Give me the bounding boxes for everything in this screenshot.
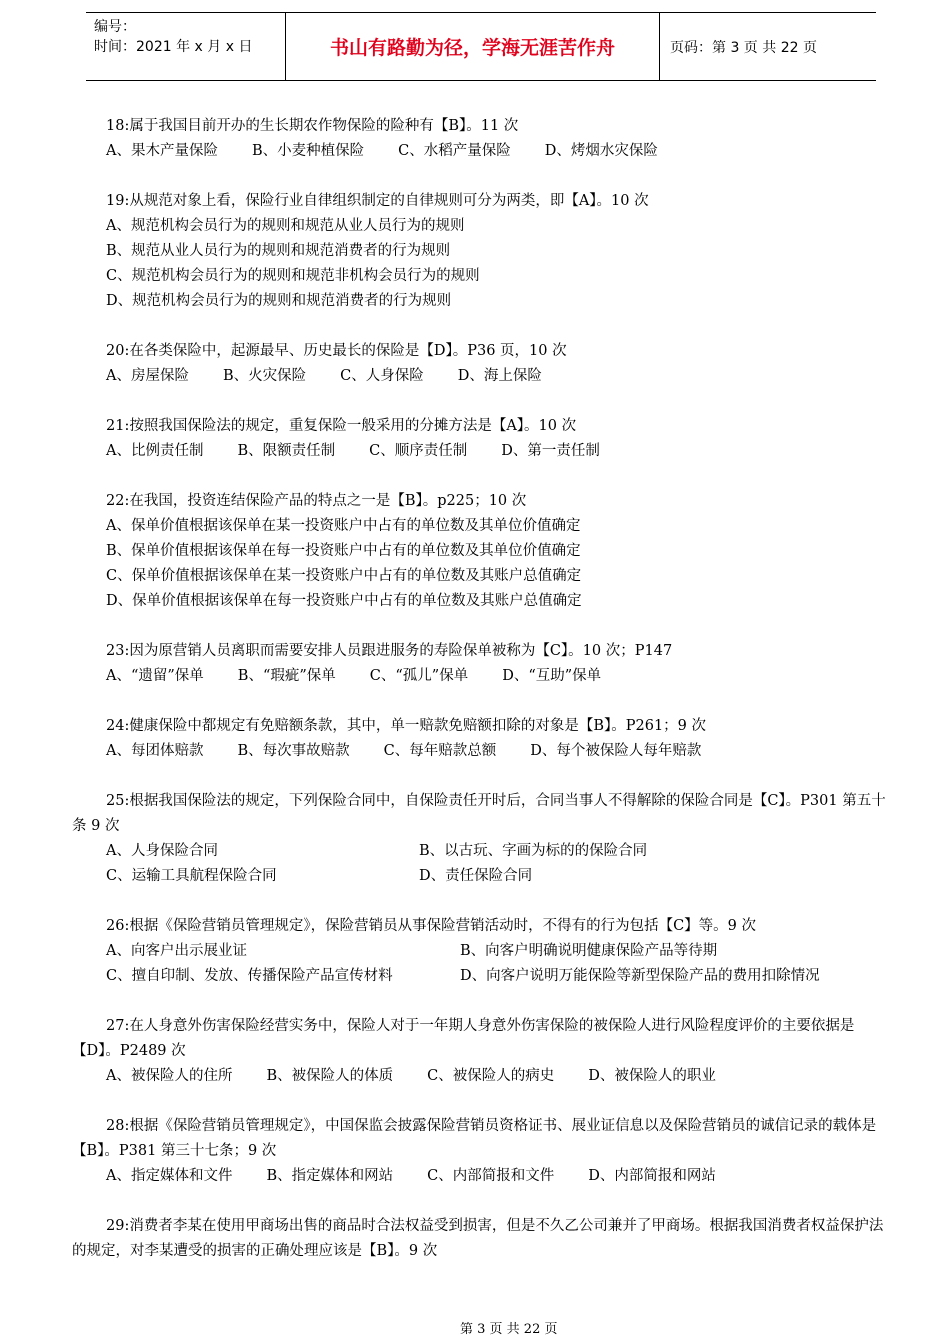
option-b: B、保单价值根据该保单在每一投资账户中占有的单位数及其单位价值确定 — [106, 543, 581, 559]
option-a: A、保单价值根据该保单在某一投资账户中占有的单位数及其单位价值确定 — [106, 518, 581, 534]
option-row — [72, 664, 892, 689]
question-stem: 21:按照我国保险法的规定，重复保险一般采用的分摊方法是【A】。10 次 — [106, 418, 577, 434]
option-row — [72, 739, 892, 764]
question-stem: 26:根据《保险营销员管理规定》，保险营销员从事保险营销活动时，不得有的行为包括【C】等。9 次 — [106, 918, 757, 934]
question-stem: 18:属于我国目前开办的生长期农作物保险的险种有【B】。11 次 — [106, 118, 519, 134]
question-20 — [72, 339, 892, 389]
option-a: A、每团体赔款 — [106, 743, 204, 759]
question-21 — [72, 414, 892, 464]
option-a: A、“遗留”保单 — [106, 668, 204, 684]
option-d: D、被保险人的职业 — [588, 1068, 716, 1084]
option-c: C、保单价值根据该保单在某一投资账户中占有的单位数及其账户总值确定 — [106, 568, 582, 584]
question-29 — [72, 1214, 892, 1264]
option-d: D、保单价值根据该保单在每一投资账户中占有的单位数及其账户总值确定 — [106, 593, 582, 609]
serial-label: 编号： — [94, 19, 136, 35]
option-d: D、“互助”保单 — [502, 668, 602, 684]
option-a: A、房屋保险 — [106, 368, 189, 384]
header-motto: 书山有路勤为径，学海无涯苦作舟 — [286, 13, 660, 80]
option-a: A、被保险人的住所 — [106, 1068, 233, 1084]
question-stem: 25:根据我国保险法的规定，下列保险合同中，自保险责任开时后，合同当事人不得解除的保险合同是【C】。P301 第五十条 9 次 — [72, 793, 886, 834]
option-b: B、小麦种植保险 — [251, 143, 365, 159]
question-28 — [72, 1114, 892, 1189]
question-stem: 20:在各类保险中，起源最早、历史最长的保险是【D】。P36 页，10 次 — [106, 343, 567, 359]
question-19 — [72, 189, 892, 314]
option-row — [72, 139, 892, 164]
option-a: A、比例责任制 — [106, 443, 204, 459]
option-c: C、人身保险 — [340, 368, 424, 384]
question-stem: 27:在人身意外伤害保险经营实务中，保险人对于一年期人身意外伤害保险的被保险人进行风险程度评价的主要依据是【D】。P2489 次 — [72, 1018, 855, 1059]
question-18 — [72, 114, 892, 164]
option-a: A、人身保险合同 — [106, 843, 218, 859]
option-d: D、规范机构会员行为的规则和规范消费者的行为规则 — [106, 293, 452, 309]
option-row — [72, 839, 892, 864]
option-a: A、向客户出示展业证 — [106, 943, 247, 959]
question-24 — [72, 714, 892, 764]
header-page-info: 页码：第 3 页 共 22 页 — [670, 39, 817, 56]
page-header — [86, 12, 876, 81]
option-d: D、内部简报和网站 — [588, 1168, 716, 1184]
option-a: A、果木产量保险 — [106, 143, 218, 159]
option-d: D、海上保险 — [457, 368, 542, 384]
option-c: C、“孤儿”保单 — [369, 668, 469, 684]
option-c: C、内部简报和文件 — [427, 1168, 555, 1184]
question-list — [72, 114, 892, 1289]
option-b: B、每次事故赔款 — [237, 743, 350, 759]
option-c: C、被保险人的病史 — [427, 1068, 555, 1084]
page-footer: 第 3 页 共 22 页 — [460, 1322, 558, 1337]
option-b: B、“瑕疵”保单 — [237, 668, 336, 684]
question-26 — [72, 914, 892, 989]
option-d: D、责任保险合同 — [419, 868, 533, 884]
option-d: D、烤烟水灾保险 — [544, 143, 658, 159]
question-stem: 28:根据《保险营销员管理规定》，中国保监会披露保险营销员资格证书、展业证信息以及保险营销员的诚信记录的载体是【B】。P381 第三十七条；9 次 — [72, 1118, 877, 1159]
question-stem: 23:因为原营销人员离职而需要安排人员跟进服务的寿险保单被称为【C】。10 次；P147 — [106, 643, 673, 659]
option-d: D、每个被保险人每年赔款 — [530, 743, 702, 759]
option-b: B、以古玩、字画为标的的保险合同 — [419, 843, 648, 859]
option-a: A、规范机构会员行为的规则和规范从业人员行为的规则 — [106, 218, 465, 234]
option-row — [72, 939, 892, 964]
option-a: A、指定媒体和文件 — [106, 1168, 233, 1184]
question-stem: 29:消费者李某在使用甲商场出售的商品时合法权益受到损害，但是不久乙公司兼并了甲商场。根据我国消费者权益保护法的规定，对李某遭受的损害的正确处理应该是【B】。9 次 — [72, 1218, 884, 1259]
option-c: C、擅自印制、发放、传播保险产品宣传材料 — [106, 968, 393, 984]
option-d: D、第一责任制 — [501, 443, 600, 459]
question-23 — [72, 639, 892, 689]
option-b: B、向客户明确说明健康保险产品等待期 — [460, 943, 718, 959]
option-c: C、规范机构会员行为的规则和规范非机构会员行为的规则 — [106, 268, 480, 284]
option-c: C、每年赔款总额 — [383, 743, 497, 759]
option-row — [72, 864, 892, 889]
option-b: B、限额责任制 — [237, 443, 336, 459]
question-stem: 24:健康保险中都规定有免赔额条款，其中，单一赔款免赔额扣除的对象是【B】。P261；9 次 — [106, 718, 707, 734]
question-27 — [72, 1014, 892, 1089]
option-row — [72, 364, 892, 389]
option-row — [72, 1064, 892, 1089]
time-label: 时间：2021 年 x 月 x 日 — [94, 39, 253, 55]
question-25 — [72, 789, 892, 889]
option-b: B、火灾保险 — [222, 368, 307, 384]
question-22 — [72, 489, 892, 614]
option-d: D、向客户说明万能保险等新型保险产品的费用扣除情况 — [460, 968, 820, 984]
header-meta — [86, 13, 286, 80]
question-stem: 22:在我国，投资连结保险产品的特点之一是【B】。p225；10 次 — [106, 493, 527, 509]
option-row — [72, 1164, 892, 1189]
option-b: B、指定媒体和网站 — [266, 1168, 394, 1184]
option-c: C、运输工具航程保险合同 — [106, 868, 277, 884]
option-b: B、规范从业人员行为的规则和规范消费者的行为规则 — [106, 243, 451, 259]
option-b: B、被保险人的体质 — [266, 1068, 394, 1084]
question-stem: 19:从规范对象上看，保险行业自律组织制定的自律规则可分为两类，即【A】。10 次 — [106, 193, 649, 209]
option-row — [72, 964, 892, 989]
option-c: C、水稻产量保险 — [398, 143, 511, 159]
option-row — [72, 439, 892, 464]
option-c: C、顺序责任制 — [369, 443, 468, 459]
